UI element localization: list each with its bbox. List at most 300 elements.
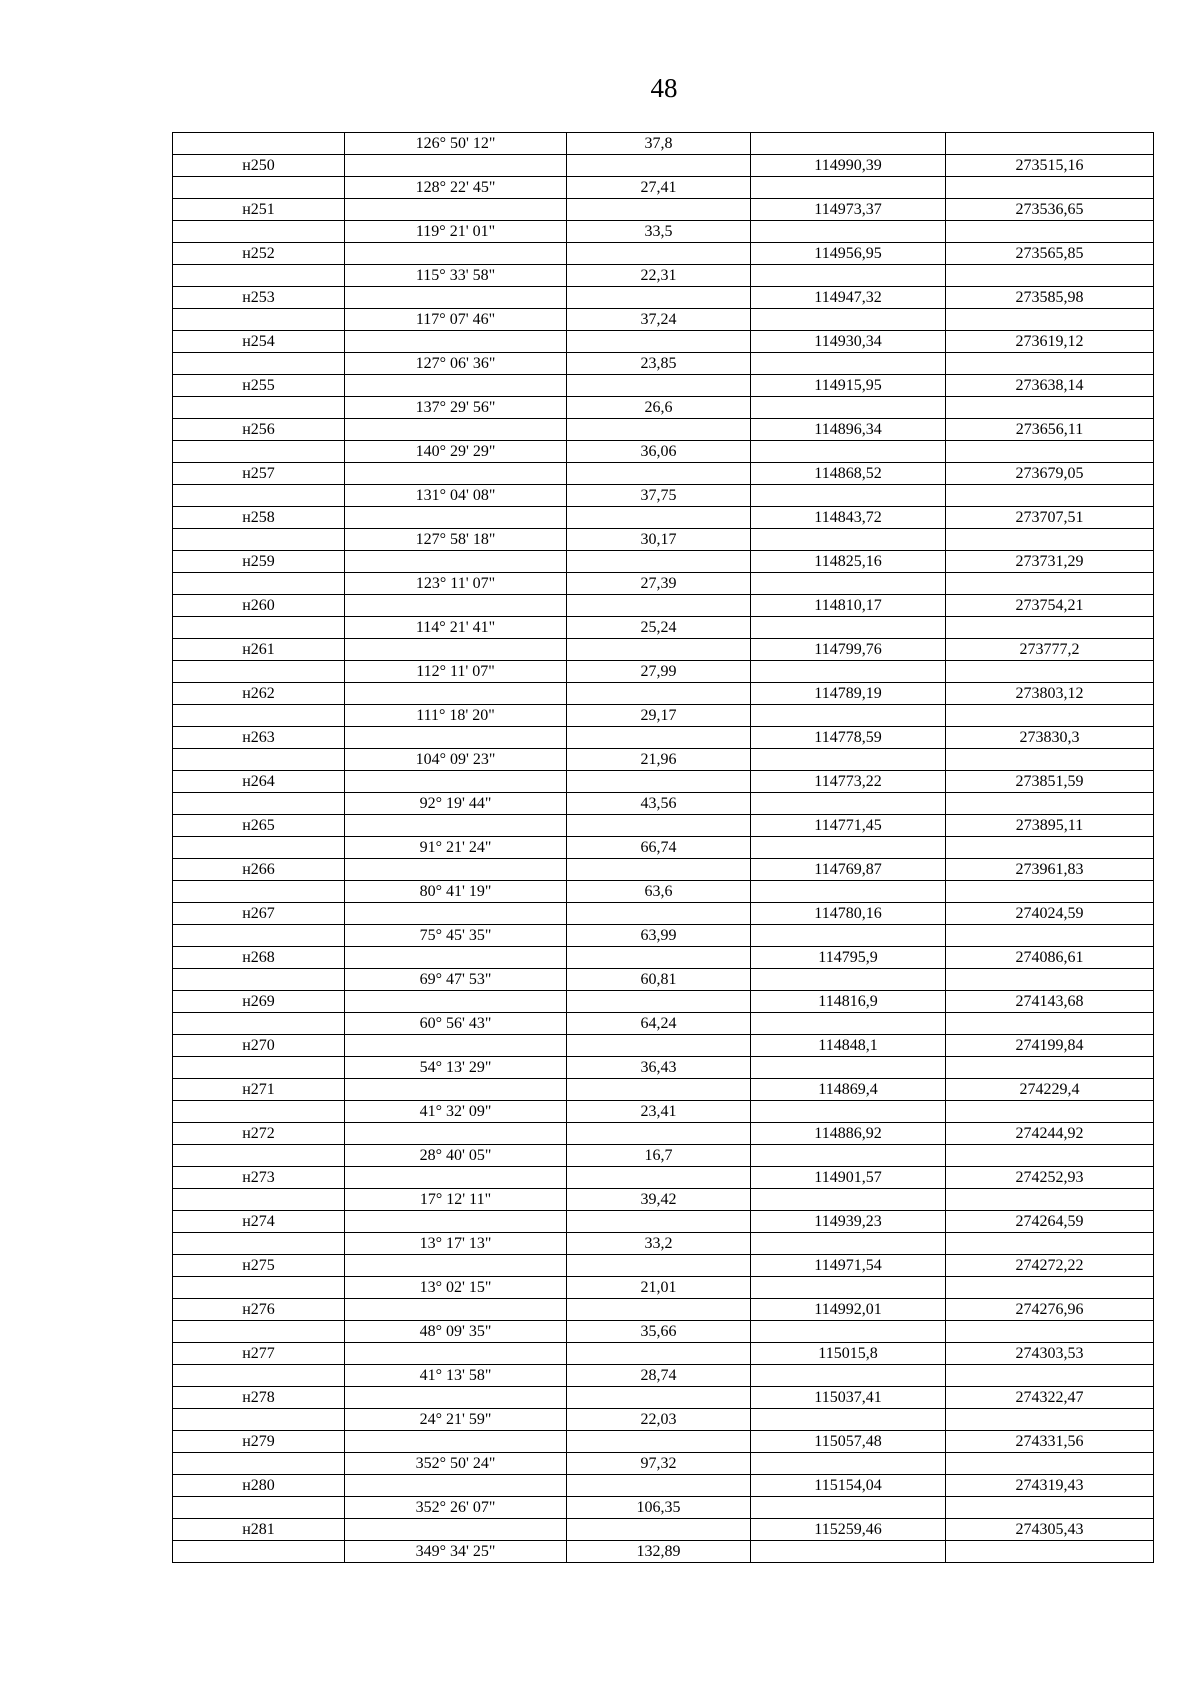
y-coordinate-cell — [946, 705, 1154, 727]
table-row — [173, 243, 1154, 265]
table-row — [173, 815, 1154, 837]
table-row — [173, 1519, 1154, 1541]
direction-angle-cell — [345, 375, 567, 397]
distance-cell — [567, 1079, 751, 1101]
table-row — [173, 925, 1154, 947]
direction-angle-cell: 28° 40' 05" — [345, 1145, 567, 1167]
table-row — [173, 1541, 1154, 1563]
point-name-cell: н255 — [173, 375, 345, 397]
y-coordinate-cell: 274264,59 — [946, 1211, 1154, 1233]
direction-angle-cell: 123° 11' 07" — [345, 573, 567, 595]
distance-cell — [567, 1255, 751, 1277]
direction-angle-cell — [345, 595, 567, 617]
distance-cell — [567, 1035, 751, 1057]
y-coordinate-cell — [946, 1497, 1154, 1519]
direction-angle-cell: 349° 34' 25" — [345, 1541, 567, 1563]
point-name-cell: н259 — [173, 551, 345, 573]
x-coordinate-cell — [751, 617, 946, 639]
direction-angle-cell — [345, 155, 567, 177]
y-coordinate-cell — [946, 353, 1154, 375]
x-coordinate-cell — [751, 1189, 946, 1211]
direction-angle-cell — [345, 419, 567, 441]
x-coordinate-cell — [751, 221, 946, 243]
distance-cell: 28,74 — [567, 1365, 751, 1387]
direction-angle-cell: 117° 07' 46" — [345, 309, 567, 331]
direction-angle-cell: 112° 11' 07" — [345, 661, 567, 683]
distance-cell — [567, 155, 751, 177]
direction-angle-cell — [345, 639, 567, 661]
distance-cell: 36,43 — [567, 1057, 751, 1079]
table-row — [173, 1431, 1154, 1453]
point-name-cell: н262 — [173, 683, 345, 705]
distance-cell — [567, 1211, 751, 1233]
x-coordinate-cell — [751, 881, 946, 903]
distance-cell: 27,99 — [567, 661, 751, 683]
direction-angle-cell — [345, 1255, 567, 1277]
distance-cell: 63,99 — [567, 925, 751, 947]
y-coordinate-cell — [946, 793, 1154, 815]
distance-cell — [567, 1343, 751, 1365]
direction-angle-cell: 13° 17' 13" — [345, 1233, 567, 1255]
table-row — [173, 1057, 1154, 1079]
table-row — [173, 1233, 1154, 1255]
x-coordinate-cell — [751, 1365, 946, 1387]
distance-cell — [567, 287, 751, 309]
table-row — [173, 661, 1154, 683]
x-coordinate-cell: 115015,8 — [751, 1343, 946, 1365]
y-coordinate-cell: 273638,14 — [946, 375, 1154, 397]
point-name-cell: н268 — [173, 947, 345, 969]
y-coordinate-cell — [946, 221, 1154, 243]
distance-cell: 35,66 — [567, 1321, 751, 1343]
x-coordinate-cell — [751, 661, 946, 683]
point-name-cell — [173, 1189, 345, 1211]
table-row — [173, 551, 1154, 573]
x-coordinate-cell — [751, 309, 946, 331]
distance-cell: 22,03 — [567, 1409, 751, 1431]
point-name-cell — [173, 925, 345, 947]
point-name-cell — [173, 837, 345, 859]
x-coordinate-cell: 114992,01 — [751, 1299, 946, 1321]
table-row — [173, 485, 1154, 507]
y-coordinate-cell: 274272,22 — [946, 1255, 1154, 1277]
x-coordinate-cell: 114778,59 — [751, 727, 946, 749]
y-coordinate-cell: 274229,4 — [946, 1079, 1154, 1101]
y-coordinate-cell: 273707,51 — [946, 507, 1154, 529]
table-row — [173, 133, 1154, 155]
x-coordinate-cell: 114990,39 — [751, 155, 946, 177]
x-coordinate-cell: 114956,95 — [751, 243, 946, 265]
x-coordinate-cell — [751, 353, 946, 375]
point-name-cell: н281 — [173, 1519, 345, 1541]
table-row — [173, 507, 1154, 529]
point-name-cell — [173, 309, 345, 331]
y-coordinate-cell — [946, 1013, 1154, 1035]
distance-cell — [567, 991, 751, 1013]
direction-angle-cell: 91° 21' 24" — [345, 837, 567, 859]
table-row — [173, 1123, 1154, 1145]
x-coordinate-cell — [751, 1057, 946, 1079]
y-coordinate-cell — [946, 1277, 1154, 1299]
direction-angle-cell — [345, 1387, 567, 1409]
y-coordinate-cell — [946, 1409, 1154, 1431]
direction-angle-cell — [345, 1123, 567, 1145]
point-name-cell: н250 — [173, 155, 345, 177]
point-name-cell — [173, 1497, 345, 1519]
x-coordinate-cell: 115037,41 — [751, 1387, 946, 1409]
x-coordinate-cell — [751, 1277, 946, 1299]
x-coordinate-cell — [751, 837, 946, 859]
direction-angle-cell — [345, 331, 567, 353]
page-number: 48 — [650, 73, 678, 103]
direction-angle-cell: 352° 50' 24" — [345, 1453, 567, 1475]
table-row — [173, 155, 1154, 177]
y-coordinate-cell — [946, 661, 1154, 683]
y-coordinate-cell: 273679,05 — [946, 463, 1154, 485]
point-name-cell — [173, 1057, 345, 1079]
table-row — [173, 1167, 1154, 1189]
y-coordinate-cell: 274305,43 — [946, 1519, 1154, 1541]
y-coordinate-cell: 274244,92 — [946, 1123, 1154, 1145]
x-coordinate-cell — [751, 133, 946, 155]
point-name-cell: н252 — [173, 243, 345, 265]
table-row — [173, 1409, 1154, 1431]
distance-cell: 132,89 — [567, 1541, 751, 1563]
distance-cell — [567, 1519, 751, 1541]
y-coordinate-cell: 273754,21 — [946, 595, 1154, 617]
point-name-cell — [173, 1013, 345, 1035]
direction-angle-cell: 111° 18' 20" — [345, 705, 567, 727]
point-name-cell — [173, 1233, 345, 1255]
direction-angle-cell: 352° 26' 07" — [345, 1497, 567, 1519]
y-coordinate-cell: 274331,56 — [946, 1431, 1154, 1453]
point-name-cell: н277 — [173, 1343, 345, 1365]
table-row — [173, 353, 1154, 375]
direction-angle-cell: 17° 12' 11" — [345, 1189, 567, 1211]
distance-cell — [567, 1123, 751, 1145]
point-name-cell — [173, 881, 345, 903]
direction-angle-cell: 80° 41' 19" — [345, 881, 567, 903]
direction-angle-cell: 13° 02' 15" — [345, 1277, 567, 1299]
y-coordinate-cell — [946, 265, 1154, 287]
point-name-cell: н279 — [173, 1431, 345, 1453]
direction-angle-cell: 137° 29' 56" — [345, 397, 567, 419]
distance-cell: 27,39 — [567, 573, 751, 595]
point-name-cell — [173, 485, 345, 507]
direction-angle-cell — [345, 815, 567, 837]
point-name-cell — [173, 441, 345, 463]
y-coordinate-cell: 274276,96 — [946, 1299, 1154, 1321]
distance-cell: 16,7 — [567, 1145, 751, 1167]
distance-cell: 63,6 — [567, 881, 751, 903]
point-name-cell — [173, 177, 345, 199]
table-row — [173, 221, 1154, 243]
x-coordinate-cell: 114901,57 — [751, 1167, 946, 1189]
table-row — [173, 1365, 1154, 1387]
table-row — [173, 683, 1154, 705]
distance-cell — [567, 1167, 751, 1189]
x-coordinate-cell: 114843,72 — [751, 507, 946, 529]
y-coordinate-cell: 273619,12 — [946, 331, 1154, 353]
y-coordinate-cell: 273830,3 — [946, 727, 1154, 749]
table-row — [173, 749, 1154, 771]
point-name-cell: н278 — [173, 1387, 345, 1409]
y-coordinate-cell: 274252,93 — [946, 1167, 1154, 1189]
distance-cell — [567, 859, 751, 881]
point-name-cell — [173, 529, 345, 551]
distance-cell: 37,24 — [567, 309, 751, 331]
direction-angle-cell — [345, 771, 567, 793]
distance-cell — [567, 727, 751, 749]
point-name-cell — [173, 661, 345, 683]
point-name-cell — [173, 265, 345, 287]
table-row — [173, 727, 1154, 749]
direction-angle-cell — [345, 1035, 567, 1057]
point-name-cell: н251 — [173, 199, 345, 221]
table-row — [173, 419, 1154, 441]
x-coordinate-cell: 114769,87 — [751, 859, 946, 881]
x-coordinate-cell — [751, 1013, 946, 1035]
table-row — [173, 1387, 1154, 1409]
distance-cell — [567, 1431, 751, 1453]
point-name-cell: н266 — [173, 859, 345, 881]
y-coordinate-cell: 273777,2 — [946, 639, 1154, 661]
x-coordinate-cell: 115057,48 — [751, 1431, 946, 1453]
point-name-cell: н273 — [173, 1167, 345, 1189]
point-name-cell: н276 — [173, 1299, 345, 1321]
y-coordinate-cell: 274303,53 — [946, 1343, 1154, 1365]
table-row — [173, 1343, 1154, 1365]
point-name-cell — [173, 133, 345, 155]
point-name-cell — [173, 1277, 345, 1299]
direction-angle-cell: 126° 50' 12" — [345, 133, 567, 155]
table-row — [173, 881, 1154, 903]
table-row — [173, 573, 1154, 595]
distance-cell — [567, 903, 751, 925]
distance-cell — [567, 1475, 751, 1497]
point-name-cell: н265 — [173, 815, 345, 837]
x-coordinate-cell: 114780,16 — [751, 903, 946, 925]
point-name-cell — [173, 1409, 345, 1431]
table-row — [173, 1079, 1154, 1101]
y-coordinate-cell: 274024,59 — [946, 903, 1154, 925]
direction-angle-cell — [345, 1475, 567, 1497]
point-name-cell: н253 — [173, 287, 345, 309]
distance-cell: 106,35 — [567, 1497, 751, 1519]
direction-angle-cell: 60° 56' 43" — [345, 1013, 567, 1035]
direction-angle-cell — [345, 727, 567, 749]
distance-cell — [567, 331, 751, 353]
table-row — [173, 771, 1154, 793]
x-coordinate-cell — [751, 1453, 946, 1475]
x-coordinate-cell: 114896,34 — [751, 419, 946, 441]
table-row — [173, 1475, 1154, 1497]
table-row — [173, 1255, 1154, 1277]
y-coordinate-cell: 273536,65 — [946, 199, 1154, 221]
distance-cell: 29,17 — [567, 705, 751, 727]
direction-angle-cell — [345, 1343, 567, 1365]
x-coordinate-cell: 114930,34 — [751, 331, 946, 353]
distance-cell: 25,24 — [567, 617, 751, 639]
table-row — [173, 375, 1154, 397]
y-coordinate-cell — [946, 1321, 1154, 1343]
distance-cell: 27,41 — [567, 177, 751, 199]
x-coordinate-cell: 114848,1 — [751, 1035, 946, 1057]
x-coordinate-cell: 114771,45 — [751, 815, 946, 837]
distance-cell — [567, 1299, 751, 1321]
distance-cell — [567, 243, 751, 265]
y-coordinate-cell: 274319,43 — [946, 1475, 1154, 1497]
y-coordinate-cell — [946, 397, 1154, 419]
direction-angle-cell: 69° 47' 53" — [345, 969, 567, 991]
direction-angle-cell: 127° 06' 36" — [345, 353, 567, 375]
x-coordinate-cell: 114810,17 — [751, 595, 946, 617]
table-row — [173, 287, 1154, 309]
direction-angle-cell — [345, 1299, 567, 1321]
distance-cell: 26,6 — [567, 397, 751, 419]
direction-angle-cell — [345, 243, 567, 265]
table-row — [173, 639, 1154, 661]
table-row — [173, 1211, 1154, 1233]
table-row — [173, 595, 1154, 617]
table-row — [173, 1277, 1154, 1299]
y-coordinate-cell — [946, 1145, 1154, 1167]
direction-angle-cell — [345, 1079, 567, 1101]
y-coordinate-cell — [946, 749, 1154, 771]
direction-angle-cell — [345, 903, 567, 925]
distance-cell — [567, 551, 751, 573]
direction-angle-cell: 114° 21' 41" — [345, 617, 567, 639]
y-coordinate-cell: 273731,29 — [946, 551, 1154, 573]
direction-angle-cell — [345, 1211, 567, 1233]
distance-cell: 21,01 — [567, 1277, 751, 1299]
x-coordinate-cell — [751, 1101, 946, 1123]
distance-cell — [567, 947, 751, 969]
point-name-cell — [173, 617, 345, 639]
distance-cell — [567, 815, 751, 837]
x-coordinate-cell: 114799,76 — [751, 639, 946, 661]
x-coordinate-cell — [751, 1541, 946, 1563]
x-coordinate-cell — [751, 1233, 946, 1255]
x-coordinate-cell: 115154,04 — [751, 1475, 946, 1497]
x-coordinate-cell — [751, 573, 946, 595]
point-name-cell: н254 — [173, 331, 345, 353]
distance-cell: 33,2 — [567, 1233, 751, 1255]
distance-cell: 37,75 — [567, 485, 751, 507]
y-coordinate-cell: 274143,68 — [946, 991, 1154, 1013]
distance-cell — [567, 595, 751, 617]
distance-cell — [567, 419, 751, 441]
direction-angle-cell: 41° 13' 58" — [345, 1365, 567, 1387]
distance-cell: 30,17 — [567, 529, 751, 551]
distance-cell — [567, 683, 751, 705]
direction-angle-cell — [345, 507, 567, 529]
table-row — [173, 331, 1154, 353]
distance-cell: 66,74 — [567, 837, 751, 859]
distance-cell: 39,42 — [567, 1189, 751, 1211]
y-coordinate-cell — [946, 1057, 1154, 1079]
direction-angle-cell: 119° 21' 01" — [345, 221, 567, 243]
x-coordinate-cell — [751, 969, 946, 991]
x-coordinate-cell: 115259,46 — [751, 1519, 946, 1541]
direction-angle-cell: 75° 45' 35" — [345, 925, 567, 947]
point-name-cell: н272 — [173, 1123, 345, 1145]
y-coordinate-cell — [946, 1541, 1154, 1563]
direction-angle-cell: 54° 13' 29" — [345, 1057, 567, 1079]
table-row — [173, 1299, 1154, 1321]
point-name-cell — [173, 1321, 345, 1343]
x-coordinate-cell: 114915,95 — [751, 375, 946, 397]
table-row — [173, 309, 1154, 331]
point-name-cell: н257 — [173, 463, 345, 485]
x-coordinate-cell — [751, 1497, 946, 1519]
direction-angle-cell — [345, 859, 567, 881]
direction-angle-cell — [345, 683, 567, 705]
y-coordinate-cell — [946, 177, 1154, 199]
x-coordinate-cell — [751, 705, 946, 727]
y-coordinate-cell — [946, 1365, 1154, 1387]
y-coordinate-cell — [946, 925, 1154, 947]
y-coordinate-cell: 273803,12 — [946, 683, 1154, 705]
point-name-cell — [173, 353, 345, 375]
x-coordinate-cell: 114947,32 — [751, 287, 946, 309]
distance-cell — [567, 199, 751, 221]
y-coordinate-cell: 273565,85 — [946, 243, 1154, 265]
direction-angle-cell — [345, 991, 567, 1013]
point-name-cell — [173, 221, 345, 243]
table-row — [173, 1189, 1154, 1211]
direction-angle-cell: 131° 04' 08" — [345, 485, 567, 507]
distance-cell — [567, 507, 751, 529]
table-row — [173, 265, 1154, 287]
x-coordinate-cell — [751, 441, 946, 463]
y-coordinate-cell: 273515,16 — [946, 155, 1154, 177]
y-coordinate-cell — [946, 485, 1154, 507]
point-name-cell — [173, 793, 345, 815]
table-row — [173, 969, 1154, 991]
point-name-cell: н260 — [173, 595, 345, 617]
x-coordinate-cell — [751, 1145, 946, 1167]
x-coordinate-cell — [751, 177, 946, 199]
table-row — [173, 1321, 1154, 1343]
table-row — [173, 617, 1154, 639]
point-name-cell: н275 — [173, 1255, 345, 1277]
point-name-cell — [173, 1453, 345, 1475]
y-coordinate-cell: 273851,59 — [946, 771, 1154, 793]
table-row — [173, 859, 1154, 881]
table-row — [173, 463, 1154, 485]
point-name-cell — [173, 1541, 345, 1563]
direction-angle-cell — [345, 199, 567, 221]
direction-angle-cell — [345, 1167, 567, 1189]
y-coordinate-cell — [946, 617, 1154, 639]
x-coordinate-cell: 114971,54 — [751, 1255, 946, 1277]
point-name-cell: н263 — [173, 727, 345, 749]
y-coordinate-cell: 273585,98 — [946, 287, 1154, 309]
x-coordinate-cell: 114816,9 — [751, 991, 946, 1013]
x-coordinate-cell — [751, 749, 946, 771]
distance-cell: 64,24 — [567, 1013, 751, 1035]
y-coordinate-cell — [946, 837, 1154, 859]
y-coordinate-cell: 274086,61 — [946, 947, 1154, 969]
point-name-cell: н269 — [173, 991, 345, 1013]
distance-cell — [567, 375, 751, 397]
y-coordinate-cell: 273895,11 — [946, 815, 1154, 837]
point-name-cell: н264 — [173, 771, 345, 793]
y-coordinate-cell: 274199,84 — [946, 1035, 1154, 1057]
table-row — [173, 1013, 1154, 1035]
point-name-cell: н267 — [173, 903, 345, 925]
